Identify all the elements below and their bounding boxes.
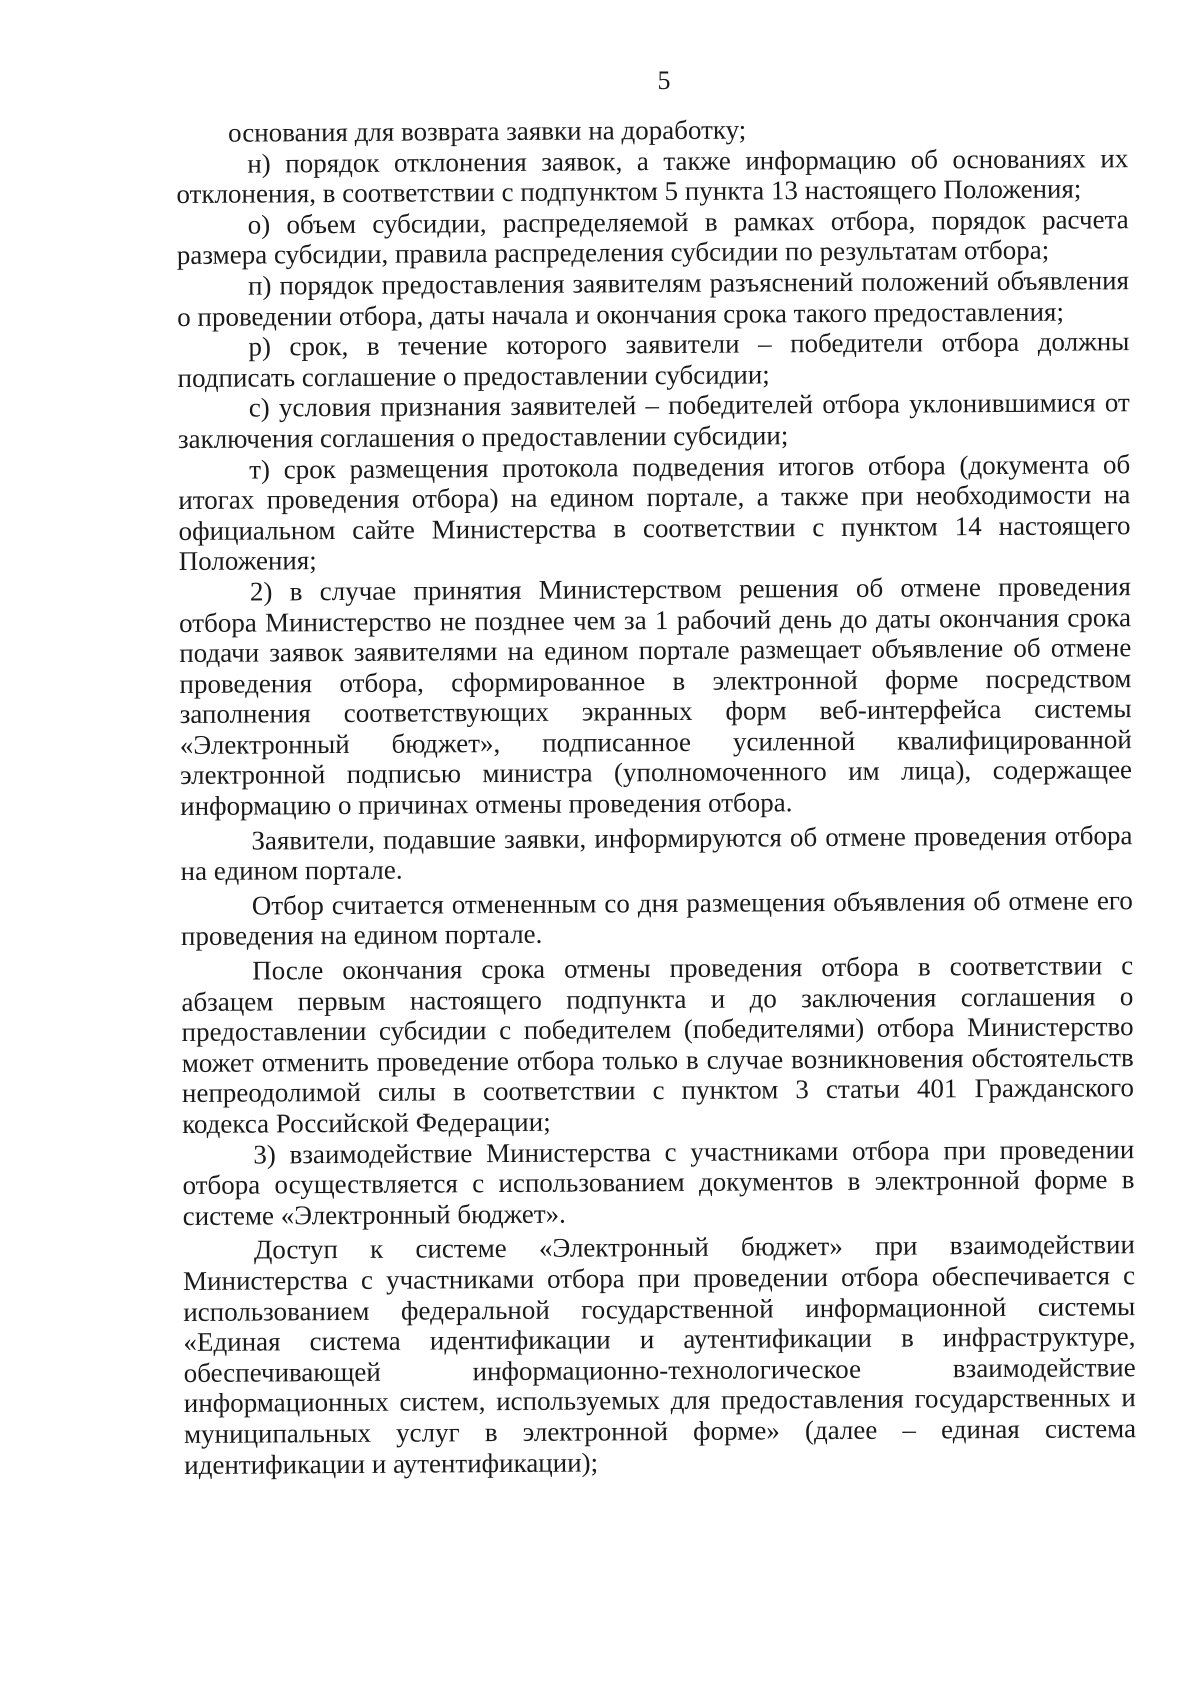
paragraph: т) срок размещения протокола подведения итогов отбора (документа об итогах проведения отбора) на едином портале, а также при необходимости на официальном сайте Министерства в соответствии с пунктом 14 настоящего Положения; bbox=[178, 448, 1131, 577]
paragraph: Заявители, подавшие заявки, информируются об отмене проведения отбора на едином портале. bbox=[180, 819, 1133, 887]
paragraph: п) порядок предоставления заявителям разъяснений положений объявления о проведении отбора, даты начала и окончания срока такого предоставления; bbox=[177, 265, 1130, 332]
paragraph: 2) в случае принятия Министерством решения об отмене проведения отбора Министерство не позднее чем за 1 рабочий день до даты окончания срока подачи заявок заявителями на едином портале размещает объявление об отмене проведения отбора, сформированное в электронной форме посредством заполнения соответствующих экранных форм веб-интерфейса системы «Электронный бюджет», подписанное усиленной квалифицированной электронной подписью министра (уполномоченного им лица), содержащее информацию о причинах отмены проведения отбора. bbox=[178, 571, 1133, 822]
paragraph: н) порядок отклонения заявок, а также информацию об основаниях их отклонения, в соответствии с подпунктом 5 пункта 13 настоящего Положения; bbox=[176, 142, 1129, 210]
page-number: 5 bbox=[657, 66, 671, 95]
paragraph: о) объем субсидии, распределяемой в рамках отбора, порядок расчета размера субсидии, правила распределения субсидии по результатам отбора; bbox=[176, 203, 1129, 271]
paragraph: р) срок, в течение которого заявители – победители отбора должны подписать соглашение о предоставлении субсидии; bbox=[177, 326, 1130, 393]
paragraph: Отбор считается отмененным со дня размещения объявления об отмене его проведения на едином портале. bbox=[180, 885, 1133, 952]
paragraph: с) условия признания заявителей – победителей отбора уклонившимися от заключения соглашения о предоставлении субсидии; bbox=[177, 387, 1130, 454]
paragraph: Доступ к системе «Электронный бюджет» при взаимодействии Министерства с участниками отбора при проведении отбора обеспечивается с использованием федеральной государственной информационной системы «Единая система идентификации и аутентификации в инфраструктуре, обеспечивающей информационно-технологическое взаимодействие информационных систем, используемых для предоставления государственных и муниципальных услуг в электронной форме» (далее – единая система идентификации и аутентификации); bbox=[183, 1229, 1137, 1480]
paragraph: 3) взаимодействие Министерства с участниками отбора при проведении отбора осуществляется с использованием документов в электронной форме в системе «Электронный бюджет». bbox=[182, 1133, 1135, 1231]
paragraph: основания для возврата заявки на доработку; bbox=[227, 114, 747, 148]
document-body bbox=[176, 112, 1136, 1480]
paragraph: После окончания срока отмены проведения отбора в соответствии с абзацем первым настоящего подпункта и до заключения соглашения о предоставлении субсидии с победителем (победителями) отбора Министерство может отменить проведение отбора только в случае возникновения обстоятельств непреодолимой силы в соответствии с пунктом 3 статьи 401 Гражданского кодекса Российской Федерации; bbox=[181, 950, 1135, 1139]
